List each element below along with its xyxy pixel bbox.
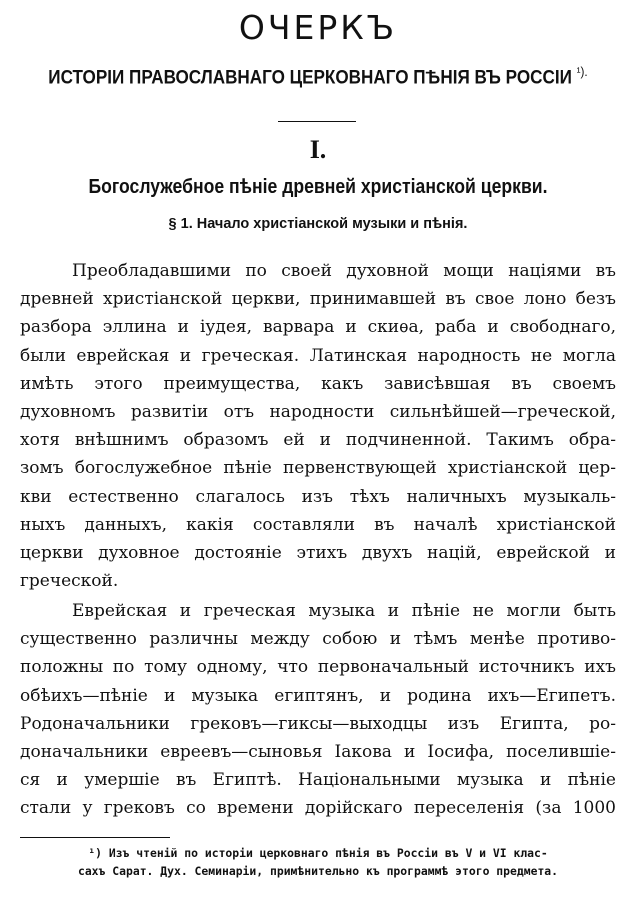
text-line: существенно различны между собою и тѣмъ менѣе противо- (20, 629, 616, 650)
paragraph-1 (20, 257, 616, 595)
text-line: зомъ богослужебное пѣніе первенствующей христіанской цер- (20, 458, 616, 479)
chapter-numeral: I. (309, 135, 327, 164)
subtitle-text: ИСТОРІИ ПРАВОСЛАВНАГО ЦЕРКОВНАГО ПѢНІЯ ВЪ РОССІИ (48, 67, 572, 89)
text-line: ся и умершіе въ Египтѣ. Національными музыка и пѣніе (20, 770, 616, 791)
footnote (20, 844, 616, 880)
text-line: Еврейская и греческая музыка и пѣніе не могли быть (72, 601, 616, 621)
text-line: духовномъ развитіи отъ народности сильнѣйшей—греческой, (20, 401, 616, 422)
text-line: Преобладавшими по своей духовной мощи націями въ (72, 261, 616, 281)
text-line: кви естественно слагалось изъ тѣхъ наличныхъ музыкаль- (20, 486, 616, 507)
text-line: доначальники евреевъ—сыновья Іакова и Іосифа, поселившіе- (20, 741, 616, 762)
text-line: церкви духовное достояніе этихъ двухъ націй, еврейской и (20, 542, 616, 563)
chapter-title: Богослужебное пѣніе древней христіанской церкви. (88, 176, 548, 198)
section-title: § 1. Начало христіанской музыки и пѣнія. (168, 216, 468, 232)
text-line: обѣихъ—пѣніе и музыка египтянъ, и родина ихъ—Египетъ. (20, 685, 616, 706)
paragraph-2 (20, 597, 616, 823)
footnote-divider (20, 837, 170, 838)
footnote-line: сахъ Сарат. Дух. Семинаріи, примѣнительно къ программѣ этого предмета. (77, 864, 559, 878)
text-line: разбора эллина и іудея, варвара и скиѳа, раба и свободнаго, (20, 317, 616, 338)
footnote-line: ¹) Изъ чтеній по исторіи церковнаго пѣнія въ Россіи въ V и VI клас- (88, 846, 548, 860)
text-line: стали у грековъ со времени дорійскаго переселенія (за 1000 (20, 798, 616, 819)
text-line: хотя внѣшнимъ образомъ ей и подчиненной. Такимъ обра- (20, 430, 616, 451)
text-line: Родоначальники грековъ—гиксы—выходцы изъ Египта, ро- (20, 713, 616, 734)
text-line: были еврейская и греческая. Латинская народность не могла (20, 345, 616, 366)
title-divider (278, 121, 356, 122)
text-line: греческой. (20, 571, 119, 592)
text-line: древней христіанской церкви, принимавшей въ свое лоно безъ (20, 289, 616, 310)
text-line: положны по тому одному, что первоначальный источникъ ихъ (20, 657, 616, 678)
text-line: имѣть этого преимущества, какъ зависѣвшая въ своемъ (20, 373, 616, 394)
page-title: ОЧЕРКЪ (238, 8, 398, 47)
page-subtitle (32, 64, 604, 89)
text-line: ныхъ данныхъ, какія составляли въ началѣ христіанской (20, 514, 616, 535)
footnote-reference: ¹). (576, 64, 588, 79)
